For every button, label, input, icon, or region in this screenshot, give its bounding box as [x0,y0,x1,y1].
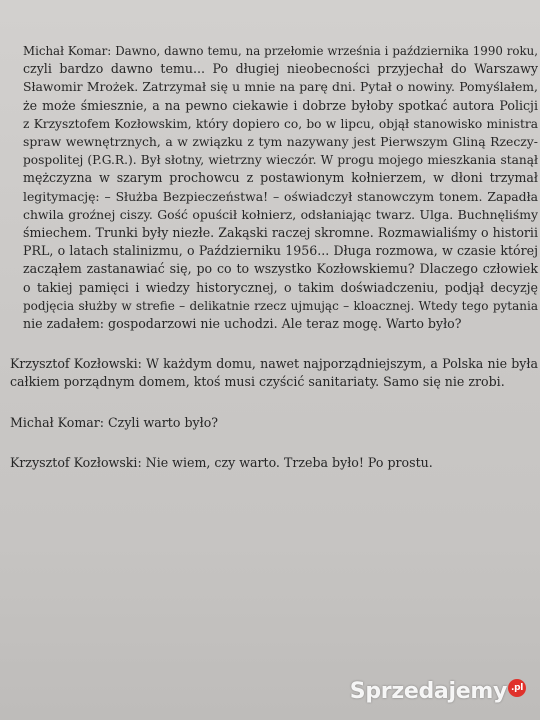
text-line: mężczyzna w szarym prochowcu z postawionym kołnierzem, w dłoni trzymał [23,170,538,186]
text-line: o takiej pamięci i wiedzy historycznej, o takim doświadczeniu, podjął decyzję [23,279,538,295]
text-line: PRL, o latach stalinizmu, o Październiku 1956... Długa rozmowa, w czasie której [23,243,538,259]
text-line: legitymację: – Służba Bezpieczeństwa! – oświadczył stanowczym tonem. Zapadła [23,188,538,204]
watermark-tld-badge: .pl [508,679,526,697]
text-line: nie zadałem: gospodarzowi nie uchodzi. Ale teraz mogę. Warto było? [23,316,462,332]
sprzedajemy-watermark [350,679,526,704]
paragraph-komar-question [10,42,538,333]
text-line: podjęcia służby w strefie – delikatnie rzecz ujmując – kloacznej. Wtedy tego pytania [23,298,538,313]
text-line: z Krzysztofem Kozłowskim, który dopiero co, bo w lipcu, objął stanowisko ministra [23,116,538,131]
text-line: pospolitej (P.G.R.). Był słotny, wietrzny wieczór. W progu mojego mieszkania stanął [23,153,538,168]
paragraph-kozlowski-answer [10,355,538,391]
text-line: Krzysztof Kozłowski: Nie wiem, czy warto. Trzeba było! Po prostu. [10,454,433,470]
page-text [10,42,538,472]
text-line: zacząłem zastanawiać się, po co to wszystko Kozłowskiemu? Dlaczego człowiek [23,261,538,277]
text-line: Sławomir Mrożek. Zatrzymał się u mnie na parę dni. Pytał o nowiny. Pomyślałem, [23,79,538,95]
text-line: Michał Komar: Dawno, dawno temu, na przełomie września i października 1990 roku, [23,44,538,58]
text-line: Krzysztof Kozłowski: W każdym domu, nawet najporządniejszym, a Polska nie była [10,356,538,372]
text-line: spraw wewnętrznych, a w związku z tym nazywany jest Pierwszym Gliną Rzeczy- [23,134,538,150]
text-line: czyli bardzo dawno temu... Po długiej nieobecności przyjechał do Warszawy [23,61,538,77]
text-line: całkiem porządnym domem, ktoś musi czyścić sanitariaty. Samo się nie zrobi. [10,374,505,390]
paragraph-komar-followup [10,414,538,432]
paragraph-kozlowski-reply [10,454,538,472]
text-line: śmiechem. Trunki były niezłe. Zakąski raczej skromne. Rozmawialiśmy o historii [23,225,538,241]
text-line: chwila groźnej ciszy. Gość opuścił kołnierz, odsłaniając twarz. Ulga. Buchnęliśmy [23,206,538,222]
watermark-brand: Sprzedajemy [349,679,507,704]
text-line: że może śmiesznie, a na pewno ciekawie i dobrze byłoby spotkać autora Policji [23,97,538,113]
text-line: Michał Komar: Czyli warto było? [10,414,219,430]
